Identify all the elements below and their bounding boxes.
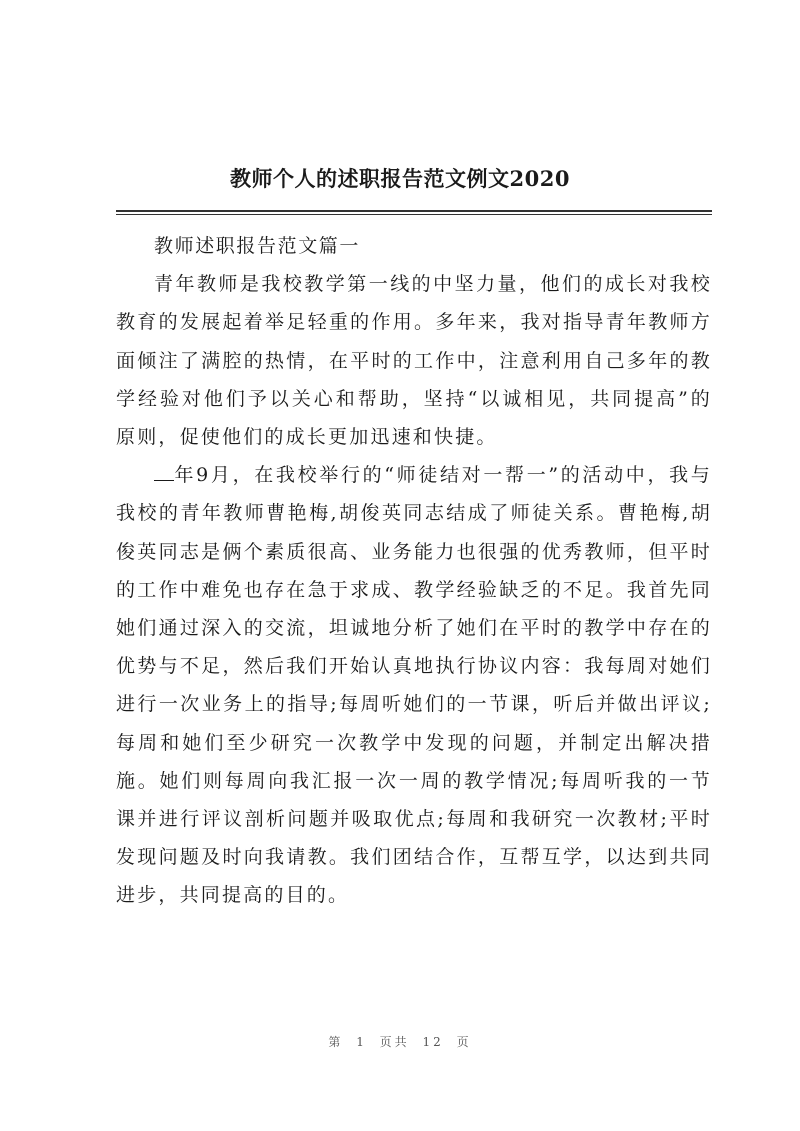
title-divider-thick [116, 210, 712, 212]
document-body [116, 227, 712, 915]
paragraph-1: 青年教师是我校教学第一线的中坚力量，他们的成长对我校教育的发展起着举足轻重的作用。多年来，我对指导青年教师方面倾注了满腔的热情，在平时的工作中，注意利用自己多年的教学经验对他们予以关心和帮助，坚持“以诚相见，共同提高”的原则，促使他们的成长更加迅速和快捷。 [116, 273, 712, 449]
title-divider-thin [116, 214, 712, 215]
paragraph-2 [116, 456, 712, 914]
document-title: 教师个人的述职报告范文例文2020 [230, 166, 570, 191]
paragraph-2-text: 年9月，在我校举行的“师徒结对一帮一”的活动中，我与我校的青年教师曹艳梅,胡俊英同志结成了师徒关系。曹艳梅,胡俊英同志是俩个素质很高、业务能力也很强的优秀教师，但平时的工作中难免也存在急于求成、教学经验缺乏的不足。我首先同她们通过深入的交流，坦诚地分析了她们在平时的教学中存在的优势与不足，然后我们开始认真地执行协议内容：我每周对她们进行一次业务上的指导;每周听她们的一节课，听后并做出评议;每周和她们至少研究一次教学中发现的问题，并制定出解决措施。她们则每周向我汇报一次一周的教学情况;每周听我的一节课并进行评议剖析问题并吸取优点;每周和我研究一次教材;平时发现问题及时向我请教。我们团结合作，互帮互学，以达到共同进步，共同提高的目的。 [116, 464, 712, 907]
page-footer: 第 1 页共 12 页 [328, 1035, 472, 1049]
date-blank [154, 462, 174, 481]
section-heading: 教师述职报告范文篇一 [154, 235, 361, 257]
